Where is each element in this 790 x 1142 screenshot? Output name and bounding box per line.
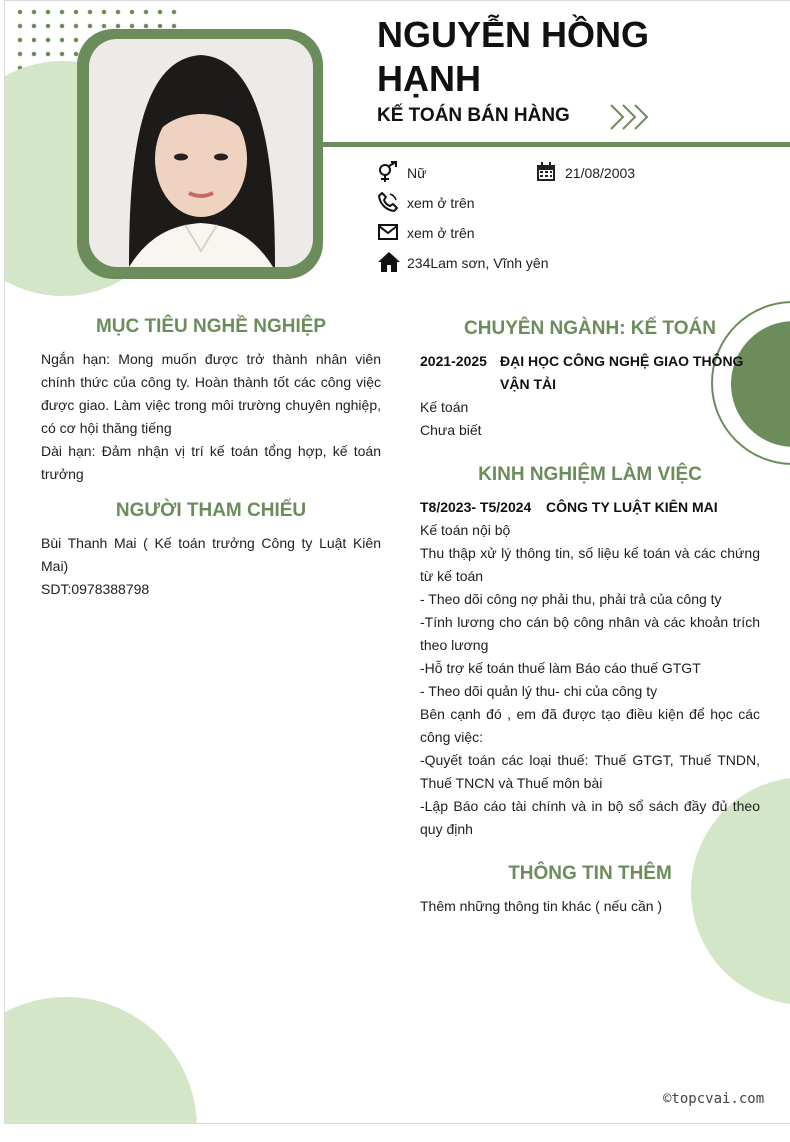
reference-phone: SDT:0978388798 (41, 581, 150, 597)
profile-photo-frame (77, 29, 323, 279)
experience-period: T8/2023- T5/2024 (420, 499, 532, 515)
home-icon (377, 251, 401, 273)
education-major: Kế toán (420, 399, 469, 415)
gender-icon (377, 161, 399, 183)
extra-info-heading: THÔNG TIN THÊM (508, 863, 672, 884)
cv-page (4, 0, 790, 1124)
education-details (420, 396, 760, 442)
references-text (41, 532, 381, 601)
profile-photo (89, 39, 313, 267)
short-term-goal: Ngắn hạn: Mong muốn được trở thành nhân viên chính thức của công ty. Hoàn thành tốt các công việc được giao. Làm việc trong môi trường chuyên nghiệp, có cơ hội thăng tiếng (41, 351, 381, 436)
mail-icon (377, 221, 399, 243)
address-value: 234Lam sơn, Vĩnh yên (407, 255, 549, 271)
experience-line: -Hỗ trợ kế toán thuế làm Báo cáo thuế GTGT (420, 660, 701, 676)
education-period: 2021-2025 (420, 353, 487, 369)
calendar-icon (535, 161, 557, 183)
experience-heading: KINH NGHIỆM LÀM VIỆC (478, 464, 702, 485)
experience-line: - Theo dõi công nợ phải thu, phải trả của công ty (420, 591, 722, 607)
header-divider (323, 142, 790, 147)
phone-icon (377, 191, 399, 213)
birthday-value: 21/08/2003 (565, 165, 636, 181)
experience-line: - Theo dõi quản lý thu- chi của công ty (420, 683, 658, 699)
experience-line: -Lập Báo cáo tài chính và in bộ sổ sách đầy đủ theo quy định (420, 798, 760, 837)
experience-details (420, 519, 760, 841)
experience-line: Kế toán nội bộ (420, 522, 511, 538)
long-term-goal: Dài hạn: Đảm nhận vị trí kế toán tổng hợp, kế toán trưởng (41, 443, 381, 482)
education-heading: CHUYÊN NGÀNH: KẾ TOÁN (464, 318, 716, 339)
bottom-left-circle-decoration (4, 997, 197, 1124)
experience-line: -Quyết toán các loại thuế: Thuế GTGT, Thuế TNDN, Thuế TNCN và Thuế môn bài (420, 752, 760, 791)
phone-value: xem ở trên (407, 195, 475, 211)
experience-line: Bên cạnh đó , em đã được tạo điều kiện để học các công việc: (420, 706, 760, 745)
watermark: ©topcvai.com (663, 1091, 765, 1107)
job-title: KẾ TOÁN BÁN HÀNG (377, 105, 570, 126)
chevrons-decoration-icon (609, 103, 653, 131)
education-school: ĐẠI HỌC CÔNG NGHỆ GIAO THÔNG VẬN TẢI (500, 353, 744, 392)
education-note: Chưa biết (420, 422, 482, 438)
extra-info-text: Thêm những thông tin khác ( nếu cần ) (420, 898, 663, 914)
candidate-name: NGUYỄN HỒNG HẠNH (377, 14, 650, 99)
gender-value: Nữ (407, 165, 427, 181)
career-goal-heading: MỤC TIÊU NGHỀ NGHIỆP (95, 316, 327, 337)
email-value: xem ở trên (407, 225, 475, 241)
experience-line: -Tính lương cho cán bộ công nhân và các khoản trích theo lương (420, 614, 760, 653)
reference-person: Bùi Thanh Mai ( Kế toán trưởng Công ty Luật Kiên Mai) (41, 535, 381, 574)
experience-company: CÔNG TY LUẬT KIÊN MAI (546, 499, 718, 515)
career-goal-text (41, 348, 381, 486)
experience-line: Thu thập xử lý thông tin, số liệu kế toán và các chứng từ kế toán (420, 545, 760, 584)
references-heading: NGƯỜI THAM CHIẾU (115, 500, 307, 521)
